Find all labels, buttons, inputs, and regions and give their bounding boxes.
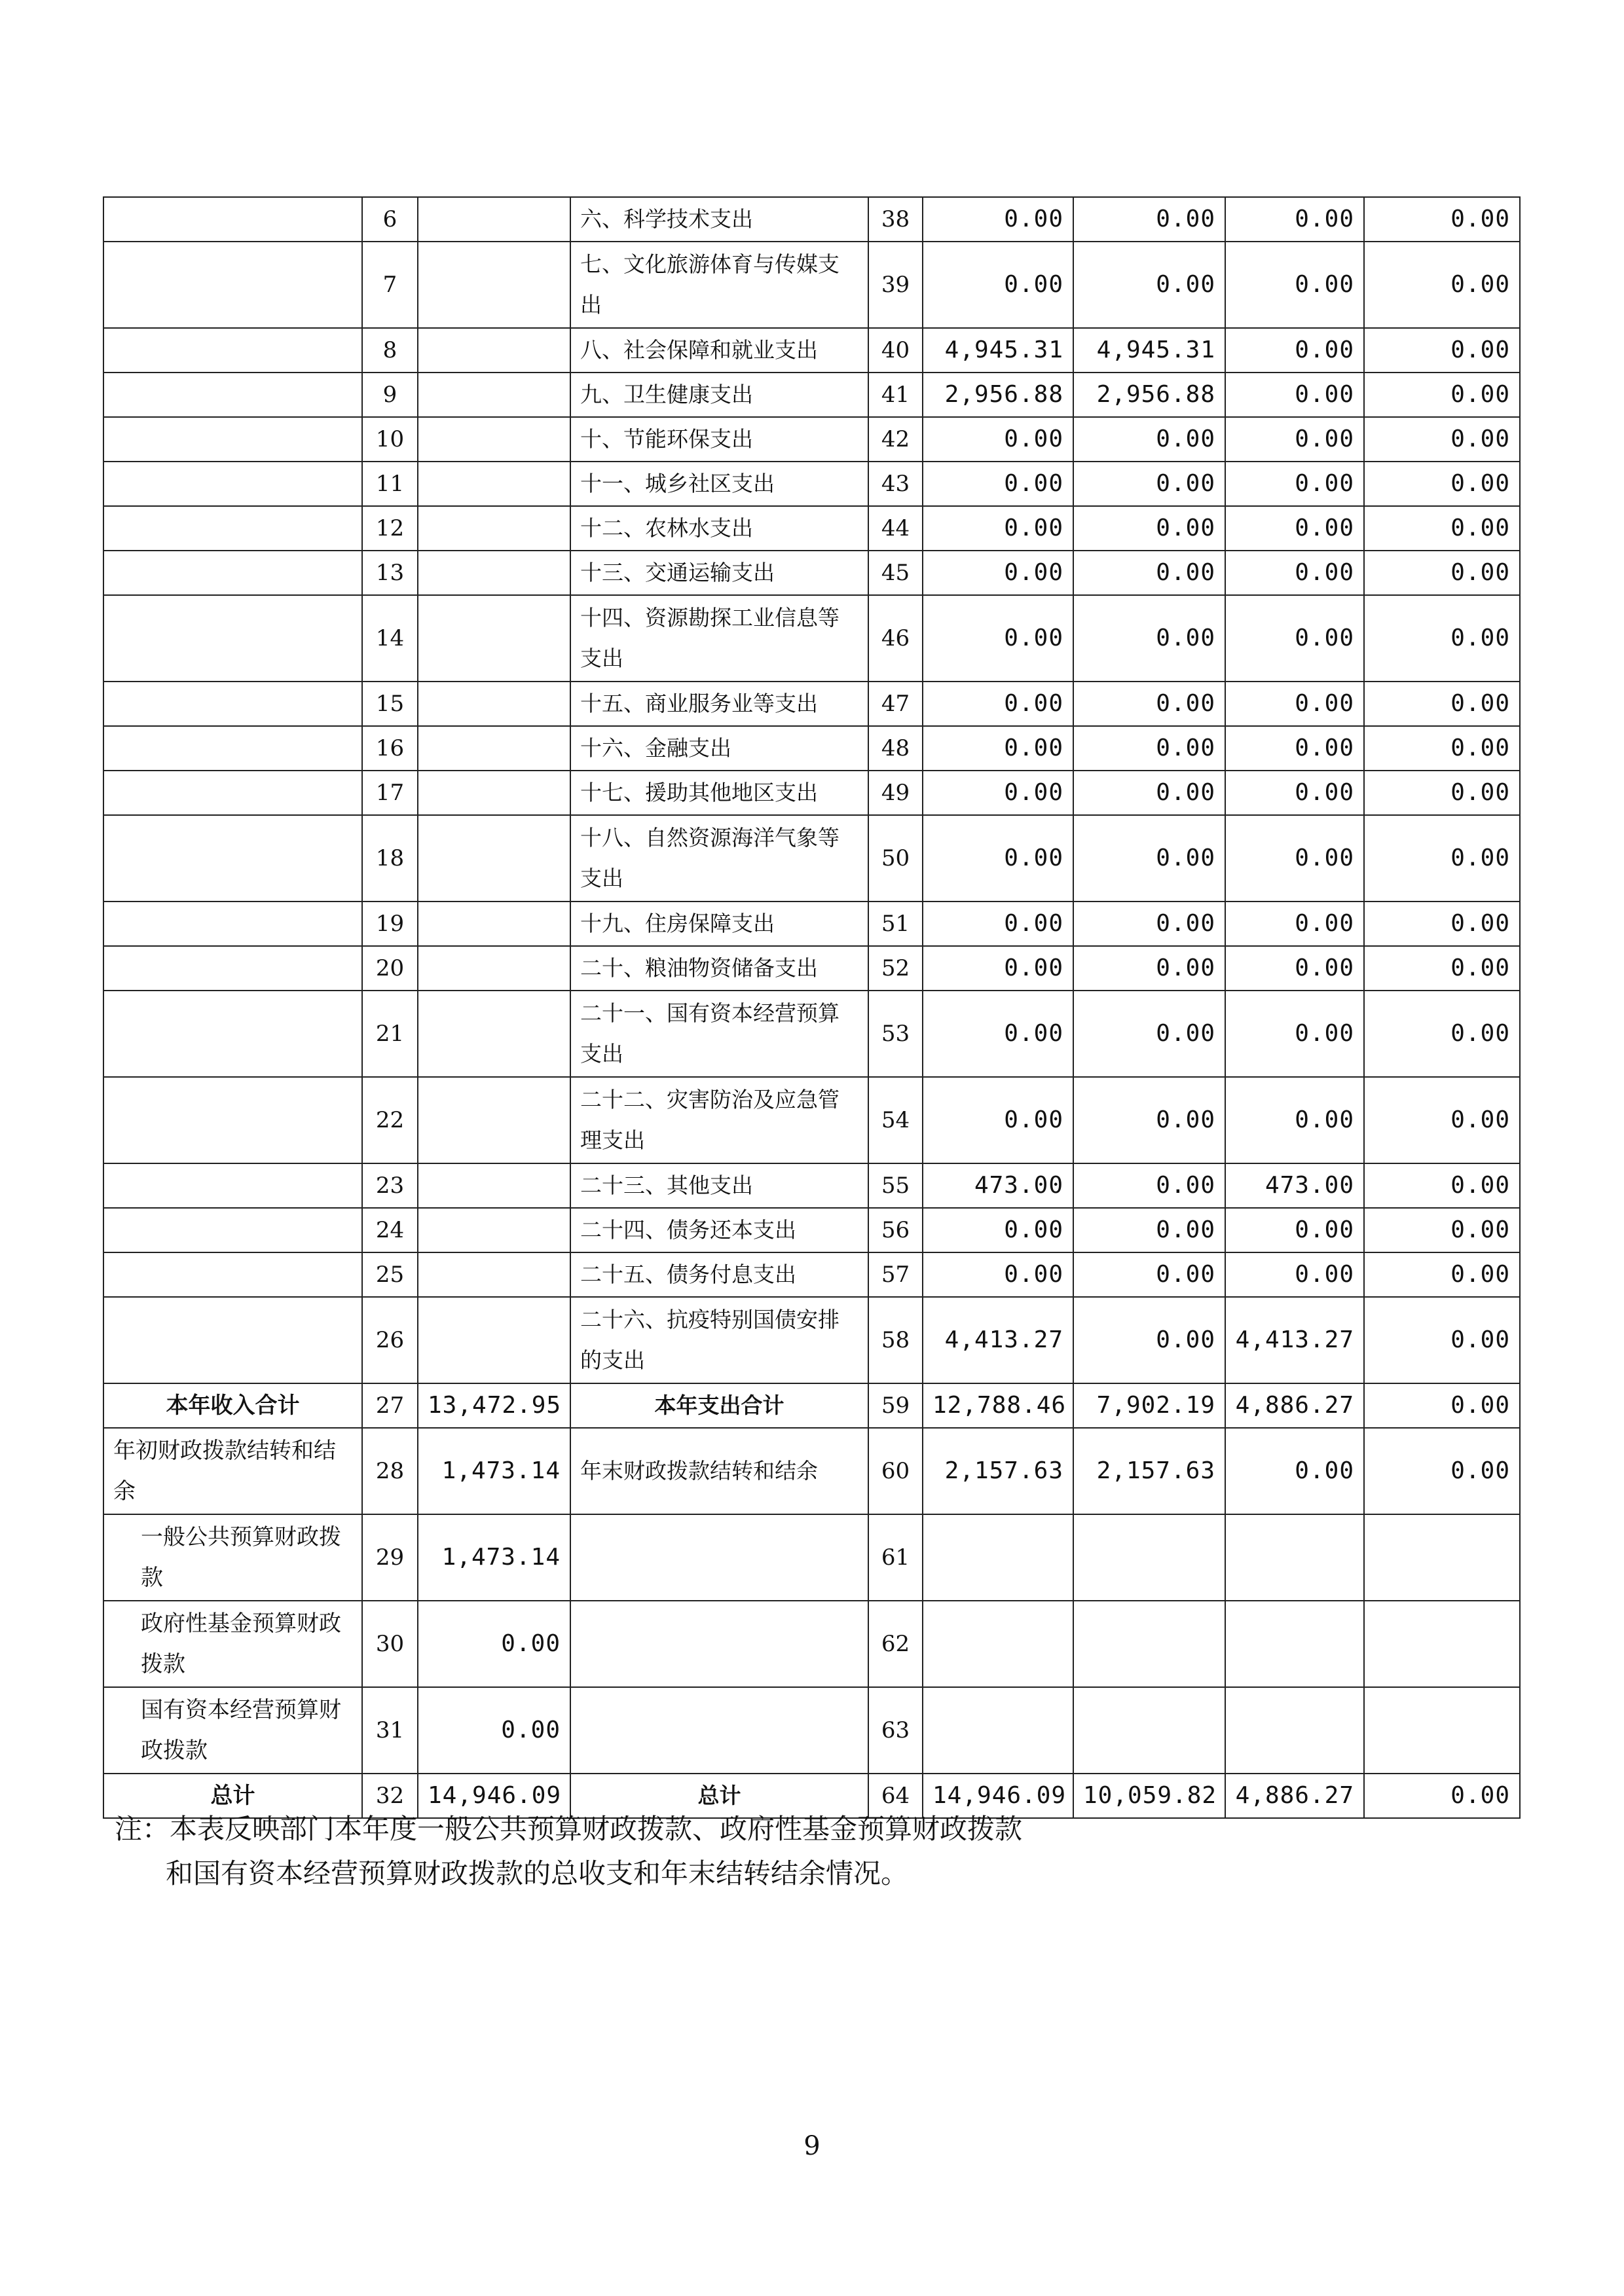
row-government-fund-amount [1225, 1687, 1364, 1774]
row-government-fund-amount: 0.00 [1225, 682, 1364, 726]
page-number: 9 [803, 2131, 821, 2161]
table-row [103, 1428, 1520, 1514]
row-income-label [103, 1208, 362, 1252]
row-income-label [103, 1252, 362, 1297]
row-income-number: 19 [362, 902, 418, 946]
row-income-number: 24 [362, 1208, 418, 1252]
row-total-amount: 4,945.31 [923, 328, 1073, 373]
row-general-budget-amount [1073, 1514, 1225, 1601]
row-expense-label: 十一、城乡社区支出 [570, 462, 868, 506]
table-row [103, 902, 1520, 946]
row-total-amount: 0.00 [923, 726, 1073, 771]
row-government-fund-amount: 0.00 [1225, 1077, 1364, 1163]
row-income-number: 21 [362, 991, 418, 1077]
row-government-fund-amount: 0.00 [1225, 771, 1364, 815]
row-general-budget-amount: 0.00 [1073, 1163, 1225, 1208]
row-government-fund-amount: 0.00 [1225, 815, 1364, 902]
row-state-capital-amount: 0.00 [1364, 726, 1520, 771]
row-expense-label: 十、节能环保支出 [570, 417, 868, 462]
table-row [103, 1687, 1520, 1774]
row-state-capital-amount: 0.00 [1364, 1208, 1520, 1252]
row-expense-label: 十七、援助其他地区支出 [570, 771, 868, 815]
row-government-fund-amount: 0.00 [1225, 373, 1364, 417]
row-income-number: 14 [362, 595, 418, 682]
table-footnote [115, 1807, 1022, 1896]
row-income-amount [418, 946, 570, 991]
row-general-budget-amount: 2,956.88 [1073, 373, 1225, 417]
row-income-label [103, 506, 362, 551]
row-expense-label: 总计 [570, 1774, 868, 1818]
row-state-capital-amount: 0.00 [1364, 815, 1520, 902]
row-income-label [103, 328, 362, 373]
row-general-budget-amount: 0.00 [1073, 1252, 1225, 1297]
row-state-capital-amount: 0.00 [1364, 328, 1520, 373]
row-general-budget-amount: 0.00 [1073, 197, 1225, 242]
row-expense-label: 二十四、债务还本支出 [570, 1208, 868, 1252]
row-general-budget-amount: 0.00 [1073, 417, 1225, 462]
row-state-capital-amount: 0.00 [1364, 1297, 1520, 1383]
table-row [103, 1601, 1520, 1687]
row-expense-number: 56 [868, 1208, 923, 1252]
row-government-fund-amount: 0.00 [1225, 506, 1364, 551]
row-general-budget-amount: 0.00 [1073, 1077, 1225, 1163]
row-government-fund-amount [1225, 1601, 1364, 1687]
row-state-capital-amount: 0.00 [1364, 1774, 1520, 1818]
row-income-label: 总计 [103, 1774, 362, 1818]
row-government-fund-amount: 4,413.27 [1225, 1297, 1364, 1383]
row-state-capital-amount: 0.00 [1364, 595, 1520, 682]
row-total-amount [923, 1687, 1073, 1774]
row-income-number: 13 [362, 551, 418, 595]
row-general-budget-amount: 0.00 [1073, 946, 1225, 991]
row-income-number: 30 [362, 1601, 418, 1687]
row-expense-number: 47 [868, 682, 923, 726]
row-income-number: 10 [362, 417, 418, 462]
row-income-amount [418, 1297, 570, 1383]
row-income-label [103, 946, 362, 991]
row-income-number: 26 [362, 1297, 418, 1383]
row-income-label [103, 726, 362, 771]
row-income-label [103, 373, 362, 417]
row-income-amount [418, 771, 570, 815]
row-expense-label: 十二、农林水支出 [570, 506, 868, 551]
row-total-amount: 12,788.46 [923, 1383, 1073, 1428]
row-government-fund-amount: 4,886.27 [1225, 1774, 1364, 1818]
row-expense-number: 54 [868, 1077, 923, 1163]
row-expense-number: 58 [868, 1297, 923, 1383]
row-income-number: 31 [362, 1687, 418, 1774]
row-expense-number: 62 [868, 1601, 923, 1687]
row-income-number: 27 [362, 1383, 418, 1428]
row-state-capital-amount: 0.00 [1364, 197, 1520, 242]
row-government-fund-amount: 0.00 [1225, 595, 1364, 682]
row-income-amount [418, 815, 570, 902]
row-general-budget-amount: 0.00 [1073, 506, 1225, 551]
row-government-fund-amount: 0.00 [1225, 551, 1364, 595]
row-expense-number: 44 [868, 506, 923, 551]
row-general-budget-amount: 4,945.31 [1073, 328, 1225, 373]
row-general-budget-amount: 0.00 [1073, 991, 1225, 1077]
row-government-fund-amount: 0.00 [1225, 946, 1364, 991]
row-general-budget-amount: 0.00 [1073, 771, 1225, 815]
row-income-label [103, 242, 362, 328]
row-income-number: 11 [362, 462, 418, 506]
row-income-label [103, 551, 362, 595]
row-state-capital-amount [1364, 1514, 1520, 1601]
row-income-label [103, 771, 362, 815]
table-row [103, 1297, 1520, 1383]
row-income-number: 32 [362, 1774, 418, 1818]
row-total-amount: 0.00 [923, 506, 1073, 551]
table-row [103, 462, 1520, 506]
table-row [103, 1163, 1520, 1208]
row-total-amount: 0.00 [923, 551, 1073, 595]
row-expense-label: 十六、金融支出 [570, 726, 868, 771]
table-row [103, 197, 1520, 242]
row-income-number: 15 [362, 682, 418, 726]
row-total-amount [923, 1514, 1073, 1601]
row-total-amount: 0.00 [923, 991, 1073, 1077]
row-income-label: 年初财政拨款结转和结余 [103, 1428, 362, 1514]
row-total-amount: 0.00 [923, 595, 1073, 682]
row-income-amount [418, 595, 570, 682]
row-expense-label: 二十五、债务付息支出 [570, 1252, 868, 1297]
row-income-number: 8 [362, 328, 418, 373]
row-income-label [103, 462, 362, 506]
row-income-amount: 14,946.09 [418, 1774, 570, 1818]
row-income-amount [418, 1208, 570, 1252]
row-income-number: 17 [362, 771, 418, 815]
row-state-capital-amount: 0.00 [1364, 373, 1520, 417]
row-income-label [103, 682, 362, 726]
row-income-amount [418, 373, 570, 417]
row-general-budget-amount: 0.00 [1073, 682, 1225, 726]
row-expense-label: 八、社会保障和就业支出 [570, 328, 868, 373]
row-state-capital-amount: 0.00 [1364, 771, 1520, 815]
row-expense-number: 48 [868, 726, 923, 771]
row-income-label [103, 197, 362, 242]
row-government-fund-amount: 0.00 [1225, 902, 1364, 946]
row-general-budget-amount: 0.00 [1073, 1208, 1225, 1252]
row-total-amount: 14,946.09 [923, 1774, 1073, 1818]
row-general-budget-amount: 0.00 [1073, 902, 1225, 946]
table-row [103, 242, 1520, 328]
row-government-fund-amount: 0.00 [1225, 1208, 1364, 1252]
row-income-amount [418, 902, 570, 946]
row-state-capital-amount: 0.00 [1364, 1252, 1520, 1297]
row-income-label: 国有资本经营预算财政拨款 [103, 1687, 362, 1774]
row-expense-number: 63 [868, 1687, 923, 1774]
row-income-number: 28 [362, 1428, 418, 1514]
row-government-fund-amount: 0.00 [1225, 462, 1364, 506]
row-income-label [103, 417, 362, 462]
row-general-budget-amount: 10,059.82 [1073, 1774, 1225, 1818]
row-income-number: 12 [362, 506, 418, 551]
row-state-capital-amount: 0.00 [1364, 506, 1520, 551]
row-expense-number: 59 [868, 1383, 923, 1428]
table-row [103, 1252, 1520, 1297]
fiscal-budget-table [103, 196, 1521, 1819]
row-total-amount: 0.00 [923, 1252, 1073, 1297]
row-total-amount: 2,157.63 [923, 1428, 1073, 1514]
row-income-amount: 1,473.14 [418, 1514, 570, 1601]
row-expense-label [570, 1601, 868, 1687]
row-state-capital-amount: 0.00 [1364, 682, 1520, 726]
row-income-number: 20 [362, 946, 418, 991]
row-total-amount: 0.00 [923, 417, 1073, 462]
row-income-amount: 0.00 [418, 1687, 570, 1774]
table-row [103, 815, 1520, 902]
row-income-amount: 13,472.95 [418, 1383, 570, 1428]
row-expense-label: 十四、资源勘探工业信息等支出 [570, 595, 868, 682]
row-government-fund-amount: 0.00 [1225, 197, 1364, 242]
table-row [103, 726, 1520, 771]
row-government-fund-amount: 0.00 [1225, 417, 1364, 462]
row-expense-number: 39 [868, 242, 923, 328]
row-income-amount [418, 1252, 570, 1297]
row-government-fund-amount [1225, 1514, 1364, 1601]
row-total-amount: 4,413.27 [923, 1297, 1073, 1383]
row-government-fund-amount: 0.00 [1225, 328, 1364, 373]
row-expense-label: 本年支出合计 [570, 1383, 868, 1428]
row-income-amount [418, 991, 570, 1077]
row-state-capital-amount: 0.00 [1364, 991, 1520, 1077]
row-expense-label: 六、科学技术支出 [570, 197, 868, 242]
row-general-budget-amount [1073, 1687, 1225, 1774]
row-expense-label: 二十三、其他支出 [570, 1163, 868, 1208]
row-income-number: 7 [362, 242, 418, 328]
row-total-amount: 0.00 [923, 242, 1073, 328]
row-government-fund-amount: 4,886.27 [1225, 1383, 1364, 1428]
row-state-capital-amount: 0.00 [1364, 946, 1520, 991]
row-general-budget-amount: 0.00 [1073, 815, 1225, 902]
row-expense-number: 53 [868, 991, 923, 1077]
row-income-amount [418, 462, 570, 506]
table-row [103, 771, 1520, 815]
row-income-amount [418, 682, 570, 726]
row-total-amount: 0.00 [923, 462, 1073, 506]
row-expense-number: 49 [868, 771, 923, 815]
row-income-amount [418, 726, 570, 771]
row-total-amount: 2,956.88 [923, 373, 1073, 417]
row-income-amount [418, 417, 570, 462]
table-row [103, 551, 1520, 595]
row-expense-label: 二十六、抗疫特别国债安排的支出 [570, 1297, 868, 1383]
row-state-capital-amount [1364, 1687, 1520, 1774]
row-expense-number: 52 [868, 946, 923, 991]
row-income-amount [418, 1163, 570, 1208]
row-income-amount: 1,473.14 [418, 1428, 570, 1514]
row-expense-label [570, 1514, 868, 1601]
row-expense-number: 51 [868, 902, 923, 946]
row-expense-number: 61 [868, 1514, 923, 1601]
row-expense-number: 42 [868, 417, 923, 462]
row-total-amount: 0.00 [923, 1208, 1073, 1252]
row-general-budget-amount: 0.00 [1073, 595, 1225, 682]
row-government-fund-amount: 0.00 [1225, 1252, 1364, 1297]
row-income-amount [418, 551, 570, 595]
row-expense-label: 九、卫生健康支出 [570, 373, 868, 417]
row-income-label [103, 991, 362, 1077]
row-total-amount: 0.00 [923, 815, 1073, 902]
row-income-number: 16 [362, 726, 418, 771]
row-income-number: 18 [362, 815, 418, 902]
row-total-amount: 0.00 [923, 946, 1073, 991]
row-income-label [103, 902, 362, 946]
row-expense-number: 57 [868, 1252, 923, 1297]
row-expense-label: 十八、自然资源海洋气象等支出 [570, 815, 868, 902]
row-general-budget-amount: 0.00 [1073, 551, 1225, 595]
footnote-line-2: 和国有资本经营预算财政拨款的总收支和年末结转结余情况。 [166, 1857, 909, 1889]
row-income-number: 29 [362, 1514, 418, 1601]
row-expense-label: 年末财政拨款结转和结余 [570, 1428, 868, 1514]
row-government-fund-amount: 473.00 [1225, 1163, 1364, 1208]
row-total-amount [923, 1601, 1073, 1687]
row-total-amount: 0.00 [923, 682, 1073, 726]
row-general-budget-amount: 0.00 [1073, 462, 1225, 506]
row-expense-number: 40 [868, 328, 923, 373]
row-total-amount: 0.00 [923, 197, 1073, 242]
row-expense-label: 二十、粮油物资储备支出 [570, 946, 868, 991]
row-government-fund-amount: 0.00 [1225, 1428, 1364, 1514]
row-expense-number: 46 [868, 595, 923, 682]
row-income-label [103, 1077, 362, 1163]
row-expense-number: 43 [868, 462, 923, 506]
row-expense-number: 38 [868, 197, 923, 242]
row-state-capital-amount: 0.00 [1364, 1077, 1520, 1163]
row-expense-number: 55 [868, 1163, 923, 1208]
row-expense-label [570, 1687, 868, 1774]
row-general-budget-amount [1073, 1601, 1225, 1687]
row-total-amount: 473.00 [923, 1163, 1073, 1208]
row-state-capital-amount: 0.00 [1364, 1163, 1520, 1208]
row-expense-label: 七、文化旅游体育与传媒支出 [570, 242, 868, 328]
row-income-number: 22 [362, 1077, 418, 1163]
row-income-label: 政府性基金预算财政拨款 [103, 1601, 362, 1687]
row-income-amount [418, 328, 570, 373]
row-income-number: 6 [362, 197, 418, 242]
row-state-capital-amount: 0.00 [1364, 462, 1520, 506]
row-expense-label: 十五、商业服务业等支出 [570, 682, 868, 726]
row-income-amount [418, 197, 570, 242]
row-income-amount [418, 242, 570, 328]
row-expense-label: 二十二、灾害防治及应急管理支出 [570, 1077, 868, 1163]
row-income-amount [418, 1077, 570, 1163]
row-total-amount: 0.00 [923, 771, 1073, 815]
row-state-capital-amount: 0.00 [1364, 1383, 1520, 1428]
row-government-fund-amount: 0.00 [1225, 726, 1364, 771]
row-income-label [103, 815, 362, 902]
row-expense-number: 60 [868, 1428, 923, 1514]
table-row [103, 991, 1520, 1077]
row-income-label [103, 1297, 362, 1383]
table-row [103, 1077, 1520, 1163]
row-income-label: 一般公共预算财政拨款 [103, 1514, 362, 1601]
row-expense-label: 十三、交通运输支出 [570, 551, 868, 595]
row-expense-label: 二十一、国有资本经营预算支出 [570, 991, 868, 1077]
row-expense-number: 64 [868, 1774, 923, 1818]
row-general-budget-amount: 0.00 [1073, 1297, 1225, 1383]
table-row [103, 1514, 1520, 1601]
row-income-number: 23 [362, 1163, 418, 1208]
table-row [103, 373, 1520, 417]
row-general-budget-amount: 0.00 [1073, 242, 1225, 328]
table-row [103, 1208, 1520, 1252]
row-expense-number: 50 [868, 815, 923, 902]
row-expense-number: 41 [868, 373, 923, 417]
row-income-label [103, 595, 362, 682]
row-state-capital-amount: 0.00 [1364, 551, 1520, 595]
row-general-budget-amount: 7,902.19 [1073, 1383, 1225, 1428]
row-total-amount: 0.00 [923, 902, 1073, 946]
table-row [103, 946, 1520, 991]
row-income-amount: 0.00 [418, 1601, 570, 1687]
row-government-fund-amount: 0.00 [1225, 991, 1364, 1077]
row-state-capital-amount [1364, 1601, 1520, 1687]
row-income-number: 9 [362, 373, 418, 417]
table-row [103, 595, 1520, 682]
table-row [103, 682, 1520, 726]
row-state-capital-amount: 0.00 [1364, 242, 1520, 328]
footnote-line-1: 注：本表反映部门本年度一般公共预算财政拨款、政府性基金预算财政拨款 [115, 1813, 1023, 1845]
row-income-label [103, 1163, 362, 1208]
row-state-capital-amount: 0.00 [1364, 1428, 1520, 1514]
row-general-budget-amount: 0.00 [1073, 726, 1225, 771]
table-row [103, 1383, 1520, 1428]
row-state-capital-amount: 0.00 [1364, 902, 1520, 946]
row-income-amount [418, 506, 570, 551]
table-row [103, 328, 1520, 373]
row-total-amount: 0.00 [923, 1077, 1073, 1163]
row-income-label: 本年收入合计 [103, 1383, 362, 1428]
row-expense-label: 十九、住房保障支出 [570, 902, 868, 946]
row-expense-number: 45 [868, 551, 923, 595]
table-row [103, 506, 1520, 551]
row-government-fund-amount: 0.00 [1225, 242, 1364, 328]
table-row [103, 417, 1520, 462]
row-state-capital-amount: 0.00 [1364, 417, 1520, 462]
row-income-number: 25 [362, 1252, 418, 1297]
row-general-budget-amount: 2,157.63 [1073, 1428, 1225, 1514]
